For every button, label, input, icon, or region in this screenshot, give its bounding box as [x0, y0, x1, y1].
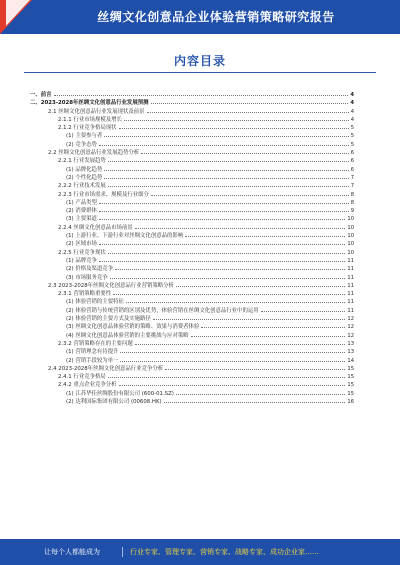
- toc-page-number: 12: [347, 332, 354, 339]
- toc-page-number: 11: [347, 274, 354, 281]
- toc-page-number: 6: [350, 158, 354, 165]
- toc-page-number: 7: [350, 174, 354, 181]
- toc-entry[interactable]: [30, 264, 354, 272]
- toc-entry-text: 2.1 丝绸文化创意品行业发展现状及前景: [48, 108, 145, 115]
- toc-entry[interactable]: [30, 339, 354, 347]
- footer-divider: [122, 547, 123, 557]
- toc-leader-dots: [108, 156, 349, 162]
- toc-page-number: 5: [350, 141, 354, 148]
- toc-entry-text: 2.4.1 行业竞争格局: [58, 374, 106, 381]
- toc-entry-text: 2.4.2 重点企业竞争分析: [58, 382, 117, 389]
- toc-entry-text: (2) 个性化趋势: [66, 174, 103, 181]
- toc-entry[interactable]: [30, 314, 354, 322]
- toc-page-number: 10: [347, 241, 354, 248]
- toc-entry-text: 二、2023-2028年丝绸文化创意品行业发展预测: [30, 100, 149, 107]
- toc-entry-text: (1) 主要参与者: [66, 133, 103, 140]
- toc-leader-dots: [104, 165, 348, 171]
- toc-leader-dots: [120, 347, 345, 353]
- toc-page-number: 11: [347, 299, 354, 306]
- toc-entry-text: (2) 消费群体: [66, 208, 97, 215]
- toc-entry-text: 2.2.1 行业发展趋势: [58, 158, 106, 165]
- toc-entry-text: 2.1.2 行业竞争格局现状: [58, 125, 117, 132]
- toc-entry-text: (1) 体验营销的主要特征: [66, 299, 124, 306]
- toc-leader-dots: [153, 314, 346, 320]
- toc-entry-text: (2) 竞争态势: [66, 141, 97, 148]
- toc-leader-dots: [99, 198, 349, 204]
- toc-entry-text: 2.2.2 行业技术发展: [58, 183, 106, 190]
- toc-entry-text: 2.4 2023-2028年丝绸文化创意品行业竞争分析: [48, 365, 164, 372]
- toc-page-number: 8: [350, 199, 354, 206]
- toc-entry-text: (1) 品牌竞争: [66, 257, 97, 264]
- toc-entry-text: (2) 体验营销的主要方式及实施路径: [66, 316, 151, 323]
- toc-entry[interactable]: [30, 123, 354, 131]
- toc-leader-dots: [99, 256, 345, 262]
- report-title: 丝绸文化创意品企业体验营销策略研究报告: [97, 10, 335, 24]
- toc-page-number: 5: [350, 133, 354, 140]
- toc-page-number: 11: [347, 282, 354, 289]
- toc-page-number: 5: [350, 125, 354, 132]
- toc-entry-text: 2.2.5 行业竞争现状: [58, 249, 106, 256]
- toc-leader-dots: [261, 306, 346, 312]
- toc-entry[interactable]: [30, 131, 354, 139]
- toc-entry[interactable]: [30, 107, 354, 115]
- toc-entry[interactable]: [30, 347, 354, 355]
- page-header: [0, 0, 400, 34]
- toc-page-number: 10: [347, 216, 354, 223]
- toc-entry[interactable]: [30, 190, 354, 198]
- toc-page-number: 4: [350, 100, 354, 107]
- toc-entry-text: (3) 丝绸文化创意品体验营销的策略、效果与消费者体验: [66, 324, 200, 331]
- toc-entry[interactable]: [30, 173, 354, 181]
- header-ribbon-highlight: [6, 0, 30, 26]
- toc-entry-text: (1) 营销理念有待提升: [66, 349, 119, 356]
- toc-page-number: 15: [347, 382, 354, 389]
- toc-page-number: 11: [347, 307, 354, 314]
- toc-entry-text: (2) 价格及渠道竞争: [66, 266, 114, 273]
- toc-leader-dots: [201, 322, 345, 328]
- toc-entry[interactable]: [30, 389, 354, 397]
- toc-leader-dots: [54, 90, 349, 96]
- toc-page-number: 4: [350, 108, 354, 115]
- toc-page-number: 12: [347, 324, 354, 331]
- toc-leader-dots: [124, 115, 349, 121]
- toc-entry[interactable]: [30, 223, 354, 231]
- page-footer: [0, 539, 400, 565]
- toc-entry-text: 2.2.3 行业市场需求、规模及行业细分: [58, 191, 149, 198]
- toc-leader-dots: [176, 389, 346, 395]
- toc-entry[interactable]: [30, 289, 354, 297]
- toc-page-number: 15: [347, 365, 354, 372]
- toc-entry[interactable]: [30, 273, 354, 281]
- toc-entry[interactable]: [30, 206, 354, 214]
- toc-page-number: 6: [350, 166, 354, 173]
- toc-entry[interactable]: [30, 181, 354, 189]
- toc-entry[interactable]: [30, 148, 354, 156]
- toc-leader-dots: [126, 297, 346, 303]
- toc-page-number: 11: [347, 291, 354, 298]
- toc-entry[interactable]: [30, 364, 354, 372]
- toc-entry[interactable]: [30, 214, 354, 222]
- toc-leader-dots: [165, 364, 345, 370]
- toc-leader-dots: [110, 273, 346, 279]
- toc-leader-dots: [104, 173, 348, 179]
- toc-leader-dots: [135, 223, 346, 229]
- toc-entry[interactable]: [30, 306, 354, 314]
- footer-slogan-left: 让每个人都能成为: [44, 548, 100, 556]
- toc-leader-dots: [108, 372, 346, 378]
- toc-entry-text: (3) 市场服务竞争: [66, 274, 108, 281]
- toc-entry[interactable]: [30, 380, 354, 388]
- toc-page-number: 13: [347, 340, 354, 347]
- toc-entry-text: 2.2.4 丝绸文化创意品市场前景: [58, 224, 133, 231]
- toc-leader-dots: [176, 281, 345, 287]
- toc-entry-text: (2) 体验营销与传统营销的区别及优势，体验营销在丝绸文化创意品行业中的运用: [66, 307, 259, 314]
- toc-entry-text: (1) 上游行业、下游行业对丝绸文化创意品的影响: [66, 233, 184, 240]
- toc-page-number: 16: [347, 398, 354, 405]
- toc-leader-dots: [151, 190, 349, 196]
- toc-page-number: 10: [347, 224, 354, 231]
- toc-entry[interactable]: [30, 239, 354, 247]
- toc-page-number: 13: [347, 349, 354, 356]
- toc-entry-text: (1) 品牌化趋势: [66, 166, 103, 173]
- toc-entry-text: 2.1.1 行业市场规模及增长: [58, 116, 122, 123]
- toc-leader-dots: [120, 356, 345, 362]
- toc-page-number: 9: [350, 208, 354, 215]
- toc-entry[interactable]: [30, 115, 354, 123]
- toc-leader-dots: [99, 206, 349, 212]
- toc-leader-dots: [99, 214, 345, 220]
- toc-entry-text: (3) 主要渠道: [66, 216, 97, 223]
- toc-leader-dots: [151, 98, 349, 104]
- toc-entry[interactable]: [30, 281, 354, 289]
- toc-leader-dots: [141, 148, 349, 154]
- toc-leader-dots: [185, 231, 345, 237]
- toc-entry-text: (2) 营销手段较为单一: [66, 357, 119, 364]
- toc-entry[interactable]: [30, 156, 354, 164]
- toc-entry[interactable]: [30, 356, 354, 364]
- toc-leader-dots: [164, 397, 346, 403]
- toc-entry[interactable]: [30, 397, 354, 405]
- toc-page-number: 10: [347, 233, 354, 240]
- toc-entry[interactable]: [30, 372, 354, 380]
- table-of-contents: [30, 90, 354, 405]
- toc-page-number: 4: [350, 92, 354, 98]
- toc-entry-text: 2.3.2 营销策略存在的主要问题: [58, 340, 133, 347]
- toc-entry[interactable]: [30, 331, 354, 339]
- toc-entry[interactable]: [30, 98, 354, 106]
- toc-entry-text: 2.3 2023-2028年丝绸文化创意品行业营销策略分析: [48, 282, 174, 289]
- toc-entry[interactable]: [30, 165, 354, 173]
- toc-page-number: 6: [350, 150, 354, 157]
- footer-slogan-right: 行业专家、管理专家、营销专家、战略专家、成功企业家……: [130, 548, 319, 556]
- toc-page-number: 15: [347, 390, 354, 397]
- toc-leader-dots: [108, 248, 346, 254]
- toc-entry[interactable]: [30, 198, 354, 206]
- toc-entry-text: (1) 产品类型: [66, 199, 97, 206]
- toc-leader-dots: [99, 239, 345, 245]
- toc-leader-dots: [147, 107, 349, 113]
- toc-leader-dots: [113, 289, 345, 295]
- toc-page-number: 12: [347, 316, 354, 323]
- toc-page-number: 10: [347, 249, 354, 256]
- toc-entry[interactable]: [30, 248, 354, 256]
- toc-entry-text: (2) 区域市场: [66, 241, 97, 248]
- toc-entry[interactable]: [30, 256, 354, 264]
- toc-page-number: 14: [347, 357, 354, 364]
- toc-entry[interactable]: [30, 231, 354, 239]
- toc-entry-text: 2.2 丝绸文化创意品行业发展趋势分析: [48, 150, 140, 157]
- toc-page-number: 11: [347, 266, 354, 273]
- toc-page-number: 4: [350, 116, 354, 123]
- toc-title: 内容目录: [173, 54, 226, 68]
- toc-leader-dots: [108, 181, 349, 187]
- toc-page-number: 7: [350, 183, 354, 190]
- toc-leader-dots: [99, 140, 349, 146]
- toc-entry[interactable]: [30, 297, 354, 305]
- toc-entry-text: 一、前言: [30, 92, 52, 98]
- toc-entry[interactable]: [30, 90, 354, 98]
- toc-leader-dots: [191, 331, 346, 337]
- toc-page-number: 11: [347, 257, 354, 264]
- toc-entry[interactable]: [30, 322, 354, 330]
- toc-entry-text: (4) 丝绸文化创意品体验营销的主要挑战与应对策略: [66, 332, 189, 339]
- toc-leader-dots: [104, 131, 348, 137]
- toc-leader-dots: [119, 123, 349, 129]
- toc-page-number: 15: [347, 374, 354, 381]
- title-divider: [24, 72, 376, 73]
- toc-entry-text: (2) 达利国际集团有限公司 (00608.HK): [66, 398, 162, 405]
- toc-entry-text: (1) 江苏华佳丝绸股份有限公司 (600-01.SZ): [66, 390, 174, 397]
- toc-leader-dots: [115, 264, 345, 270]
- toc-page-number: 8: [350, 191, 354, 198]
- toc-leader-dots: [119, 380, 346, 386]
- toc-entry[interactable]: [30, 140, 354, 148]
- toc-leader-dots: [135, 339, 346, 345]
- toc-entry-text: 2.3.1 营销策略重要性: [58, 291, 112, 298]
